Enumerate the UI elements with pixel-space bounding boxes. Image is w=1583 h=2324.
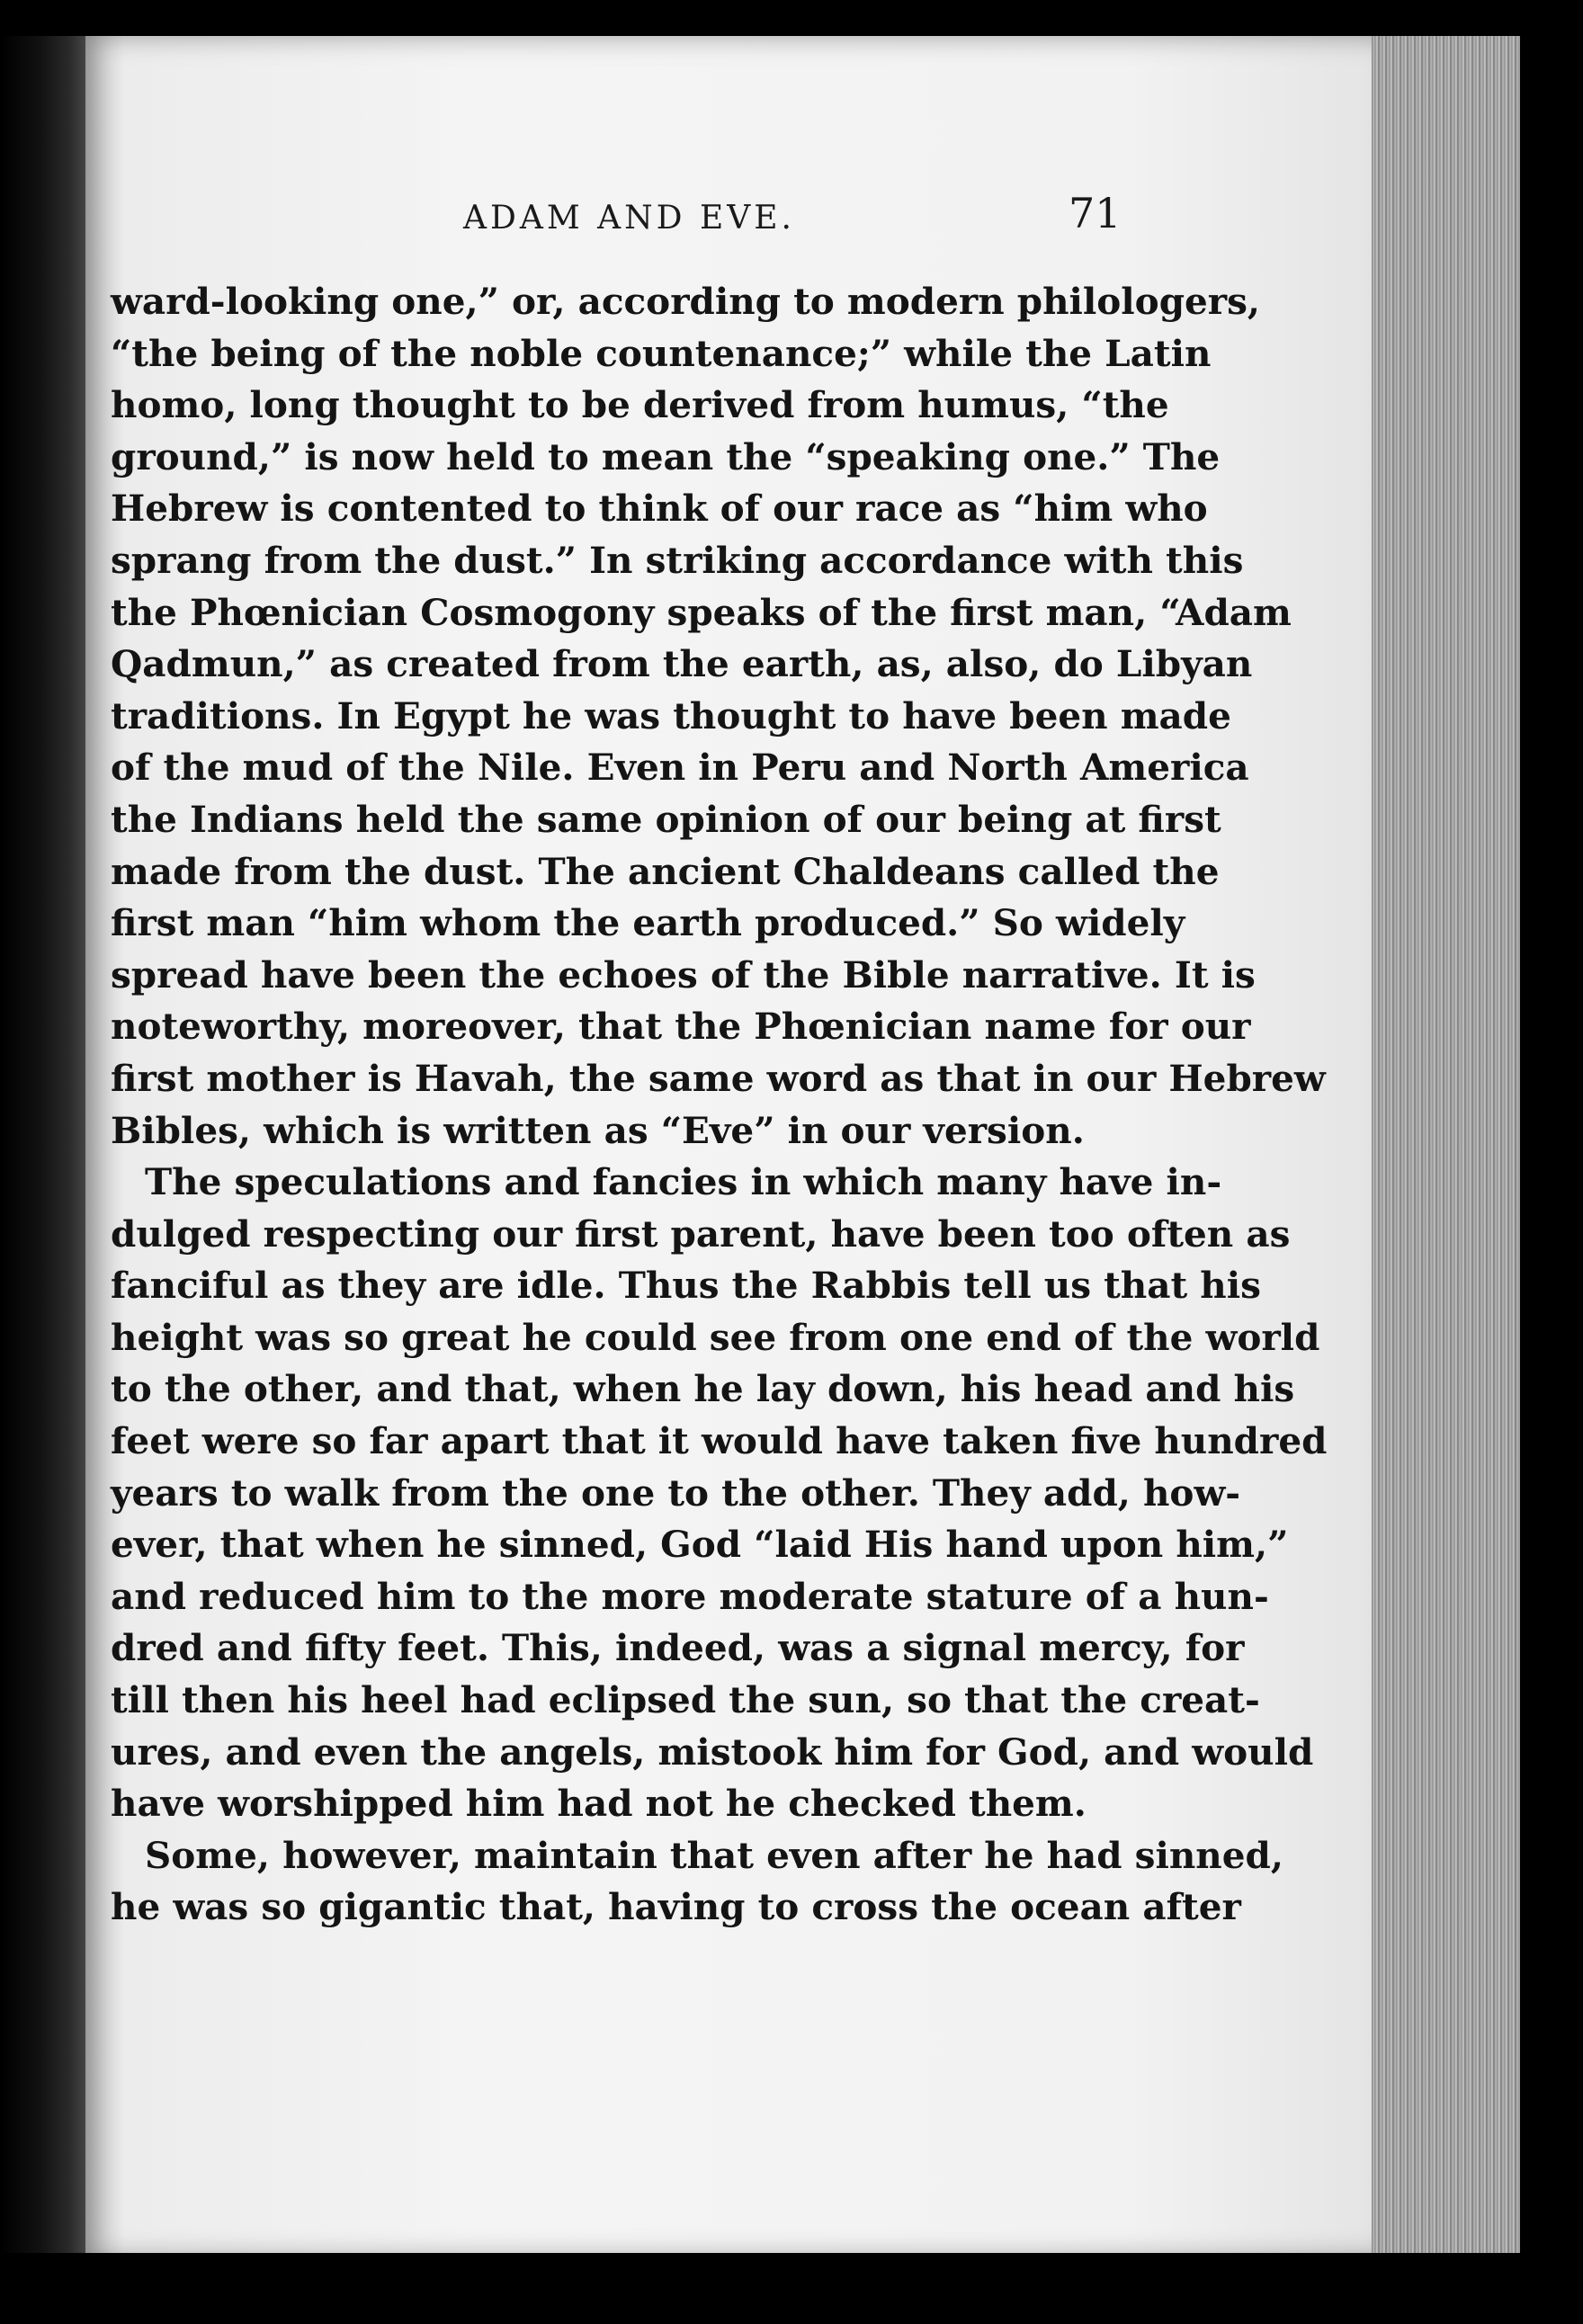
text-line: first mother is Havah, the same word as that in our Hebrew <box>111 1056 1326 1100</box>
paragraph-3 <box>111 1830 1283 1934</box>
text-line: height was so great he could see from one end of the world <box>111 1315 1320 1359</box>
text-line: Some, however, maintain that even after he had sinned, <box>145 1833 1283 1877</box>
text-line: traditions. In Egypt he was thought to have been made <box>111 693 1231 737</box>
text-line: homo, long thought to be derived from humus, “the <box>111 383 1169 427</box>
text-line: “the being of the noble countenance;” while the Latin <box>111 331 1212 375</box>
text-line: till then his heel had eclipsed the sun, so that the creat- <box>111 1678 1260 1722</box>
text-line: have worshipped him had not he checked them. <box>111 1782 1087 1826</box>
text-line: spread have been the echoes of the Bible narrative. It is <box>111 952 1256 997</box>
text-line: fanciful as they are idle. Thus the Rabbis tell us that his <box>111 1264 1261 1308</box>
text-line: ground,” is now held to mean the “speaking one.” The <box>111 434 1221 478</box>
page-number: 71 <box>1069 189 1122 237</box>
page-fore-edge <box>1372 36 1525 2257</box>
text-line: ward-looking one,” or, according to modern philologers, <box>111 280 1261 323</box>
text-line: and reduced him to the more moderate stature of a hun- <box>111 1574 1269 1618</box>
paragraph-2 <box>111 1157 1328 1830</box>
paragraph-1 <box>111 276 1326 1157</box>
text-line: ever, that when he sinned, God “laid His hand upon him,” <box>111 1523 1289 1567</box>
text-line: dred and fifty feet. This, indeed, was a signal mercy, for <box>111 1626 1245 1670</box>
text-line: the Indians held the same opinion of our being at first <box>111 797 1221 841</box>
text-line: The speculations and fancies in which many have in- <box>145 1160 1222 1204</box>
text-line: the Phœnician Cosmogony speaks of the first man, “Adam <box>111 590 1292 634</box>
text-line: to the other, and that, when he lay down, his head and his <box>111 1367 1295 1411</box>
text-line: ures, and even the angels, mistook him for God, and would <box>111 1730 1314 1774</box>
text-line: first man “him whom the earth produced.” So widely <box>111 901 1185 945</box>
text-line: Bibles, which is written as “Eve” in our version. <box>111 1108 1085 1152</box>
book-gutter-shadow <box>0 0 99 2324</box>
right-scan-margin <box>1520 0 1583 2324</box>
text-line: made from the dust. The ancient Chaldeans called the <box>111 849 1220 893</box>
text-line: Hebrew is contented to think of our race as “him who <box>111 487 1208 531</box>
text-line: dulged respecting our first parent, have been too often as <box>111 1211 1291 1256</box>
text-line: sprang from the dust.” In striking accordance with this <box>111 538 1244 582</box>
text-line: feet were so far apart that it would have taken five hundred <box>111 1419 1328 1463</box>
text-line: Qadmun,” as created from the earth, as, also, do Libyan <box>111 642 1253 686</box>
text-line: noteworthy, moreover, that the Phœnician name for our <box>111 1005 1251 1049</box>
top-scan-margin <box>0 0 1583 36</box>
bottom-scan-margin <box>0 2253 1583 2324</box>
running-head: ADAM AND EVE. <box>463 200 795 237</box>
text-line: years to walk from the one to the other. They add, how- <box>111 1470 1241 1515</box>
text-line: he was so gigantic that, having to cross the ocean after <box>111 1885 1241 1929</box>
text-line: of the mud of the Nile. Even in Peru and North America <box>111 746 1249 790</box>
body-text <box>111 276 1328 1934</box>
